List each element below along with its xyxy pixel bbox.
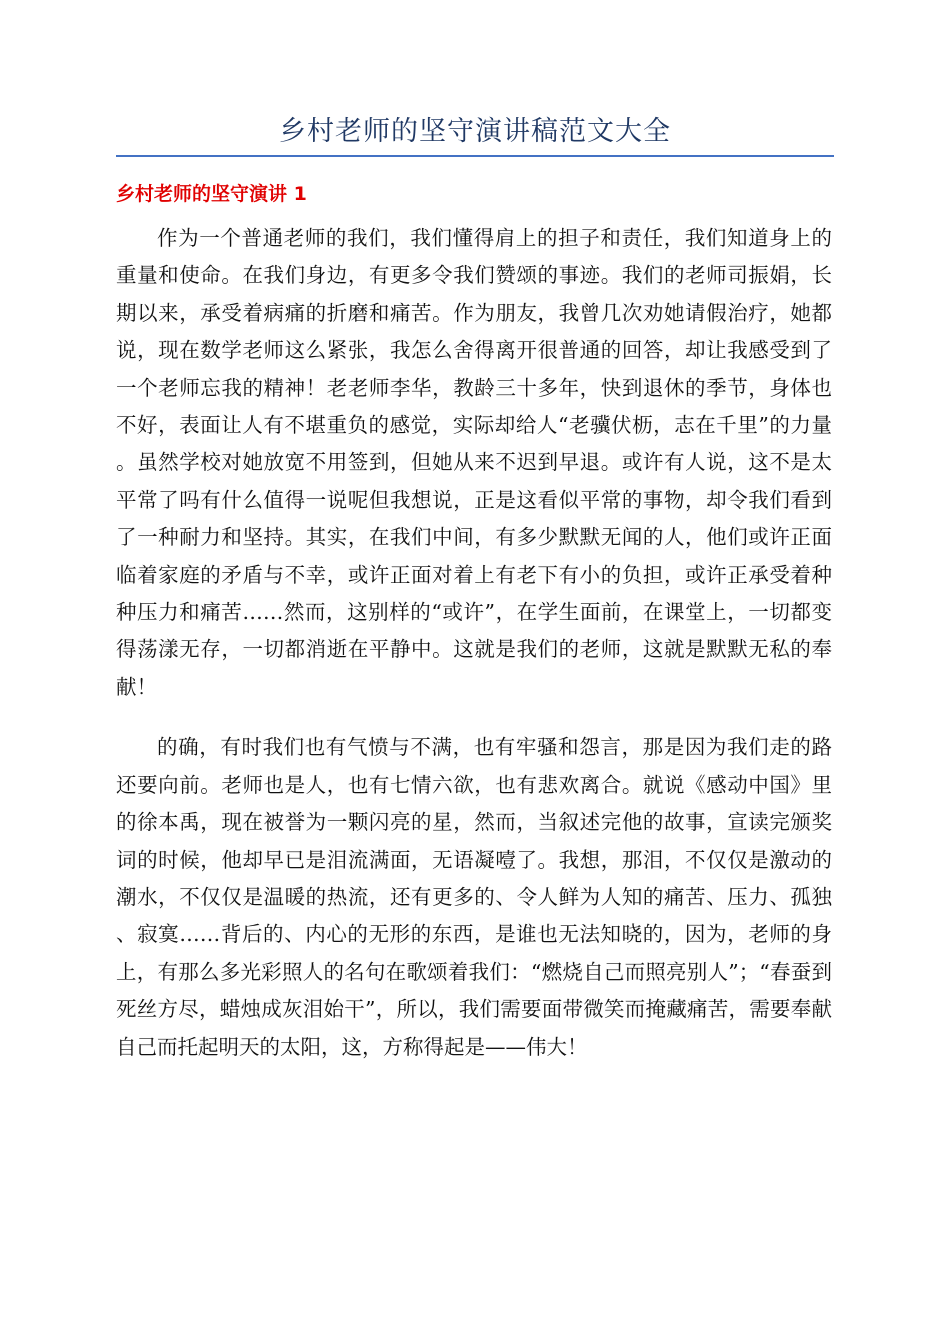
speech-body [116,220,832,1066]
section-heading: 乡村老师的坚守演讲 1 [116,183,307,205]
document-title: 乡村老师的坚守演讲稿范文大全 [279,116,671,147]
paragraph-2: 的确，有时我们也有气愤与不满，也有牢骚和怨言，那是因为我们走的路还要向前。老师也是人，也有七情六欲，也有悲欢离合。就说《感动中国》里的徐本禹，现在被誉为一颗闪亮的星，然而，当叙述完他的故事，宣读完颁奖词的时候，他却早已是泪流满面，无语凝噎了。我想，那泪，不仅仅是激动的潮水，不仅仅是温暖的热流，还有更多的、令人鲜为人知的痛苦、压力、孤独、寂寞……背后的、内心的无形的东西，是谁也无法知晓的，因为，老师的身上，有那么多光彩照人的名句在歌颂着我们：“燃烧自己而照亮别人”；“春蚕到死丝方尽，蜡烛成灰泪始干”，所以，我们需要面带微笑而掩藏痛苦，需要奉献自己而托起明天的太阳，这，方称得起是——伟大！ [116,735,832,1059]
title-underline-rule [116,155,834,157]
paragraph-1: 作为一个普通老师的我们，我们懂得肩上的担子和责任，我们知道身上的重量和使命。在我们身边，有更多令我们赞颂的事迹。我们的老师司振娟，长期以来，承受着病痛的折磨和痛苦。作为朋友，我曾几次劝她请假治疗，她都说，现在数学老师这么紧张，我怎么舍得离开很普通的回答，却让我感受到了一个老师忘我的精神！老老师李华，教龄三十多年，快到退休的季节，身体也不好，表面让人有不堪重负的感觉，实际却给人“老骥伏枥，志在千里”的力量。虽然学校对她放宽不用签到，但她从来不迟到早退。或许有人说，这不是太平常了吗有什么值得一说呢但我想说，正是这看似平常的事物，却令我们看到了一种耐力和坚持。其实，在我们中间，有多少默默无闻的人，他们或许正面临着家庭的矛盾与不幸，或许正面对着上有老下有小的负担，或许正承受着种种压力和痛苦……然而，这别样的“或许”，在学生面前，在课堂上，一切都变得荡漾无存，一切都消逝在平静中。这就是我们的老师，这就是默默无私的奉献！ [116,226,832,699]
